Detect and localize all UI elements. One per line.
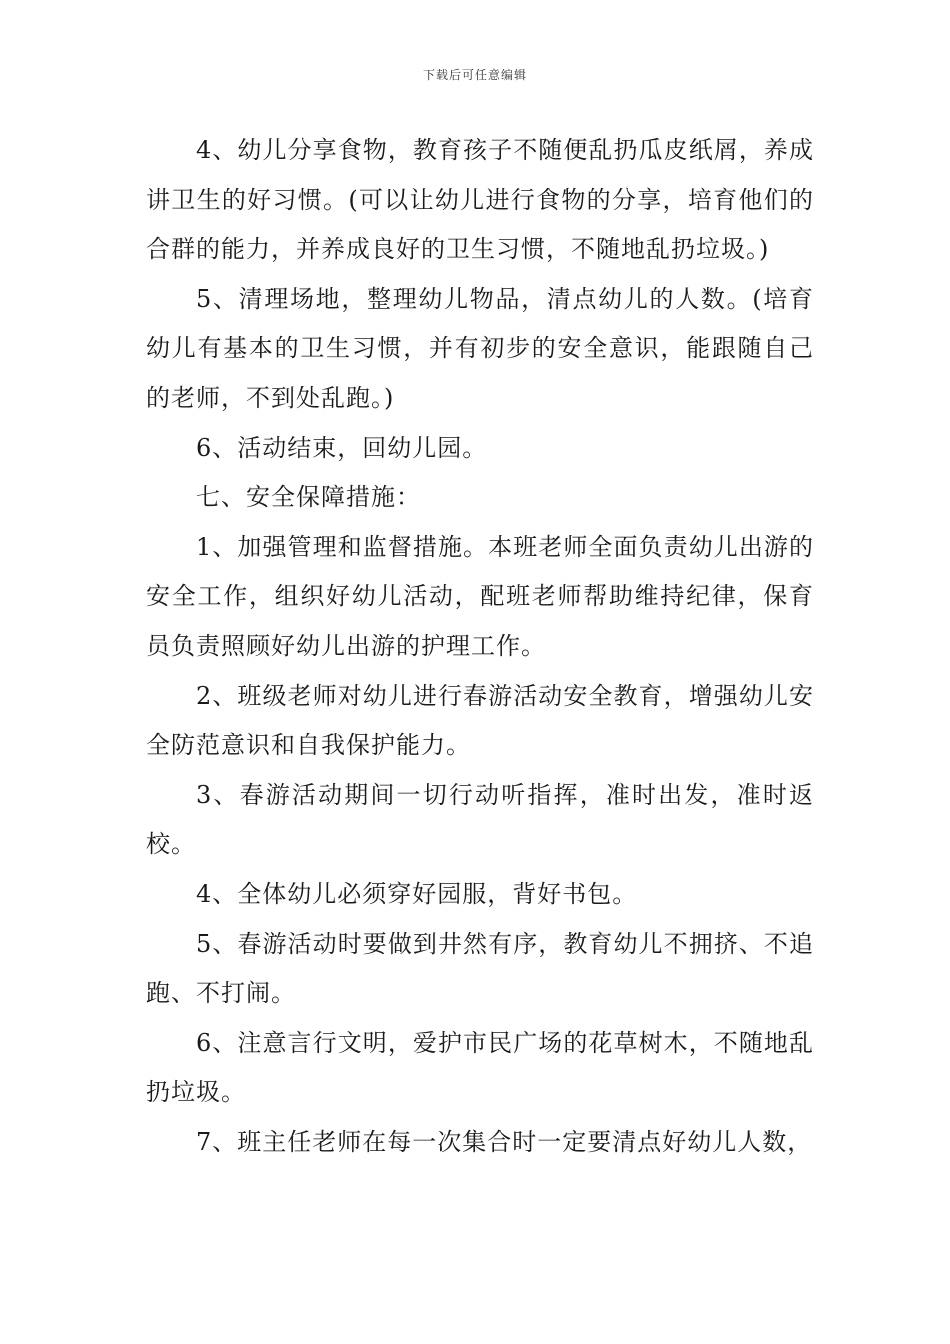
paragraph-safety-4: 4、全体幼儿必须穿好园服，背好书包。 xyxy=(196,879,638,908)
paragraph-safety-7: 7、班主任老师在每一次集合时一定要清点好幼儿人数， xyxy=(196,1127,813,1156)
page-header: 下载后可任意编辑 xyxy=(422,68,527,82)
paragraph-safety-1: 1、加强管理和监督措施。本班老师全面负责幼儿出游的安全工作，组织好幼儿活动，配班老师帮助维持纪律，保育员负责照顾好幼儿出游的护理工作。 xyxy=(146,532,814,660)
section-heading-safety: 七、安全保障措施： xyxy=(196,483,421,512)
paragraph-activity-5: 5、清理场地，整理幼儿物品，清点幼儿的人数。(培育幼儿有基本的卫生习惯，并有初步的安全意识，能跟随自己的老师，不到处乱跑。) xyxy=(146,284,814,412)
paragraph-safety-5: 5、春游活动时要做到井然有序，教育幼儿不拥挤、不追跑、不打闹。 xyxy=(146,929,814,1008)
paragraph-safety-2: 2、班级老师对幼儿进行春游活动安全教育，增强幼儿安全防范意识和自我保护能力。 xyxy=(146,681,814,760)
paragraph-safety-3: 3、春游活动期间一切行动听指挥，准时出发，准时返校。 xyxy=(146,780,814,859)
paragraph-activity-6: 6、活动结束，回幼儿园。 xyxy=(196,433,488,462)
paragraph-activity-4: 4、幼儿分享食物，教育孩子不随便乱扔瓜皮纸屑，养成讲卫生的好习惯。(可以让幼儿进行食物的分享，培育他们的合群的能力，并养成良好的卫生习惯，不随地乱扔垃圾。) xyxy=(146,136,814,264)
paragraph-safety-6: 6、注意言行文明，爱护市民广场的花草树木，不随地乱扔垃圾。 xyxy=(146,1028,814,1107)
document-body xyxy=(146,126,814,1167)
